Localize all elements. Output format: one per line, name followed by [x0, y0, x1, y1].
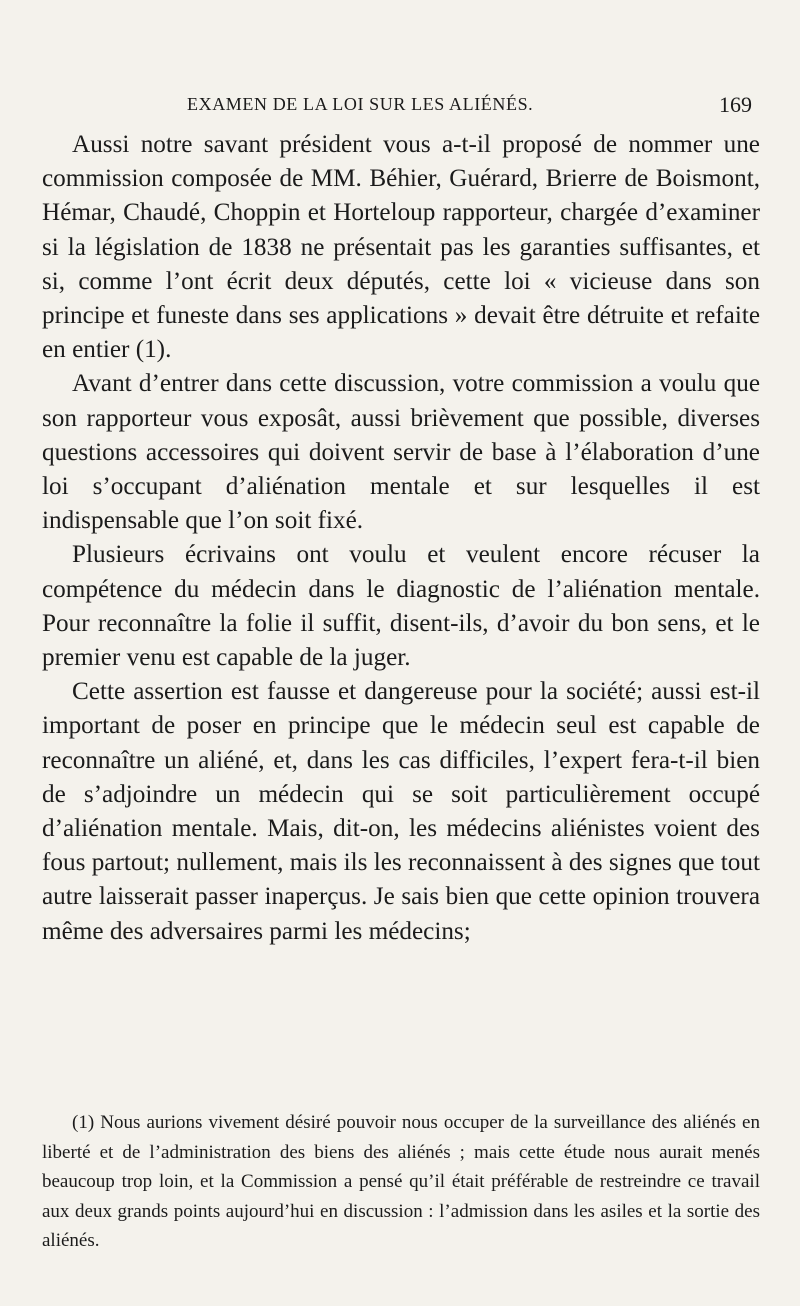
- page-number: 169: [719, 92, 752, 117]
- footnotes: [42, 1108, 760, 1256]
- paragraph: Avant d’entrer dans cette discussion, votre commission a voulu que son rapporteur vous exposât, aussi brièvement que possible, diverses questions accessoires qui doivent servir de base à l’élaboration d’une loi s’occupant d’aliénation mentale et sur lesquelles il est indispensable que l’on soit fixé.: [42, 370, 760, 535]
- paragraph: Cette assertion est fausse et dangereuse pour la société; aussi est-il important de poser en principe que le médecin seul est capable de reconnaître un aliéné, et, dans les cas difficiles, l’expert fera-t-il bien de s’adjoindre un médecin qui se soit particulièrement occupé d’aliénation mentale. Mais, dit-on, les médecins aliénistes voient des fous partout; nullement, mais ils les reconnaissent à des signes que tout autre laisserait passer inaperçus. Je sais bien que cette opinion trouvera même des adversaires parmi les médecins;: [42, 678, 760, 945]
- footnote: (1) Nous aurions vivement désiré pouvoir nous occuper de la surveillance des aliénés en liberté et de l’administration des biens des aliénés ; mais cette étude nous aurait menés beaucoup trop loin, et la Commission a pensé qu’il était préférable de restreindre ce travail aux deux grands points aujourd’hui en discussion : l’admission dans les asiles et la sortie des aliénés.: [42, 1112, 760, 1251]
- paragraph: Aussi notre savant président vous a-t-il proposé de nommer une commission composée de MM. Béhier, Guérard, Brierre de Boismont, Hémar, Chaudé, Choppin et Horteloup rapporteur, chargée d’examiner si la législation de 1838 ne présentait pas les garanties suffisantes, et si, comme l’ont écrit deux députés, cette loi « vicieuse dans son principe et funeste dans ses applications » devait être détruite et refaite en entier (1).: [42, 131, 760, 364]
- running-title: EXAMEN DE LA LOI SUR LES ALIÉNÉS.: [187, 94, 534, 114]
- paragraph: Plusieurs écrivains ont voulu et veulent encore récuser la compétence du médecin dans le diagnostic de l’aliénation mentale. Pour reconnaître la folie il suffit, disent-ils, d’avoir du bon sens, et le premier venu est capable de la juger.: [42, 541, 760, 672]
- running-head: [42, 92, 758, 122]
- body-text: [42, 128, 760, 949]
